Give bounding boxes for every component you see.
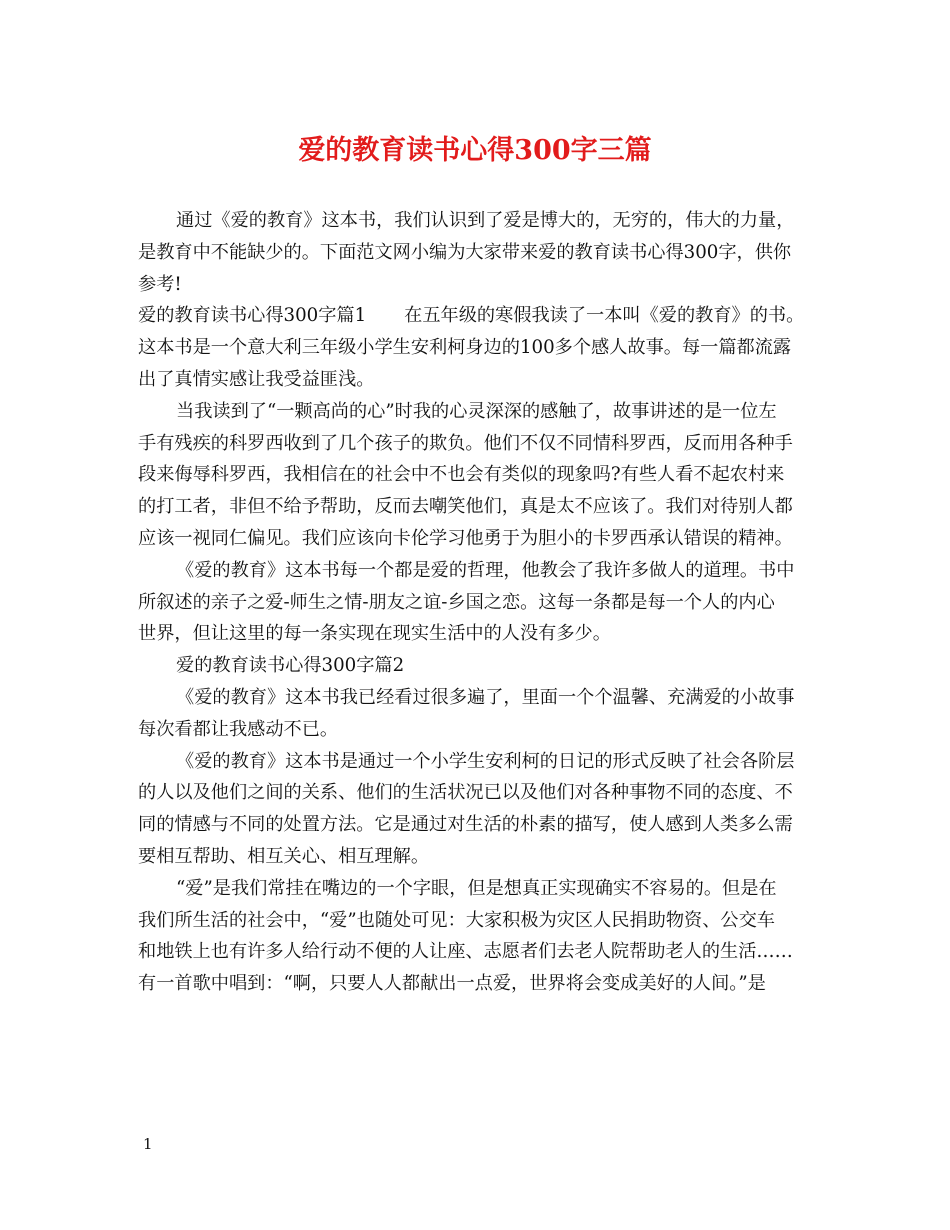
text-line: 世界，但让这里的每一条实现在现实生活中的人没有多少。 (138, 623, 611, 645)
text-line: 的人以及他们之间的关系、他们的生活状况已以及他们对各种事物不同的态度、不 (138, 782, 793, 804)
document-body (138, 205, 818, 1000)
text-line: 《爱的教育》这本书是通过一个小学生安利柯的日记的形式反映了社会各阶层 (176, 750, 795, 772)
text-line: 每次看都让我感动不已。 (138, 718, 339, 740)
text-line-continuation: 在五年级的寒假我读了一本叫《爱的教育》的书。 (404, 305, 805, 327)
text-line: 同的情感与不同的处置方法。它是通过对生活的朴素的描写，使人感到人类多么需 (138, 814, 793, 836)
text-line: 《爱的教育》这本书我已经看过很多遍了，里面一个个温馨、充满爱的小故事 (176, 686, 795, 708)
section-heading-2: 爱的教育读书心得300字篇2 (176, 655, 405, 677)
text-line: 应该一视同仁偏见。我们应该向卡伦学习他勇于为胆小的卡罗西承认错误的精神。 (138, 527, 793, 549)
text-line: 段来侮辱科罗西，我相信在的社会中不也会有类似的现象吗?有些人看不起农村来 (138, 464, 785, 486)
section-heading-1: 爱的教育读书心得300字篇1 (138, 305, 367, 327)
text-line (138, 300, 818, 332)
page-number: 1 (143, 1135, 153, 1153)
text-line: 《爱的教育》这本书每一个都是爱的哲理，他教会了我许多做人的道理。书中 (176, 559, 795, 581)
text-line: 和地铁上也有许多人给行动不便的人让座、志愿者们去老人院帮助老人的生活…… (138, 941, 793, 963)
text-line: 通过《爱的教育》这本书，我们认识到了爱是博大的，无穷的，伟大的力量， (176, 210, 795, 231)
text-line: 所叙述的亲子之爱-师生之情-朋友之谊-乡国之恋。这每一条都是每一个人的内心 (138, 591, 775, 613)
text-line: 这本书是一个意大利三年级小学生安利柯身边的100多个感人故事。每一篇都流露 (138, 337, 792, 359)
text-line: 我们所生活的社会中，“爱”也随处可见：大家积极为灾区人民捐助物资、公交车 (138, 909, 775, 931)
text-line: 手有残疾的科罗西收到了几个孩子的欺负。他们不仅不同情科罗西，反而用各种手 (138, 432, 793, 454)
document-title: 爱的教育读书心得300字三篇 (298, 135, 652, 166)
text-line: 有一首歌中唱到：“啊，只要人人都献出一点爱，世界将会变成美好的人间。”是 (138, 973, 766, 995)
text-line: 当我读到了“一颗高尚的心”时我的心灵深深的感触了，故事讲述的是一位左 (176, 400, 777, 422)
text-line: 是教育中不能缺少的。下面范文网小编为大家带来爱的教育读书心得300字，供你 (138, 241, 792, 263)
text-line: 出了真情实感让我受益匪浅。 (138, 368, 375, 390)
text-line: “爱”是我们常挂在嘴边的一个字眼，但是想真正实现确实不容易的。但是在 (176, 877, 777, 899)
text-line: 要相互帮助、相互关心、相互理解。 (138, 845, 430, 867)
text-line: 的打工者，非但不给予帮助，反而去嘲笑他们，真是太不应该了。我们对待别人都 (138, 496, 793, 518)
text-line: 参考! (138, 273, 182, 295)
